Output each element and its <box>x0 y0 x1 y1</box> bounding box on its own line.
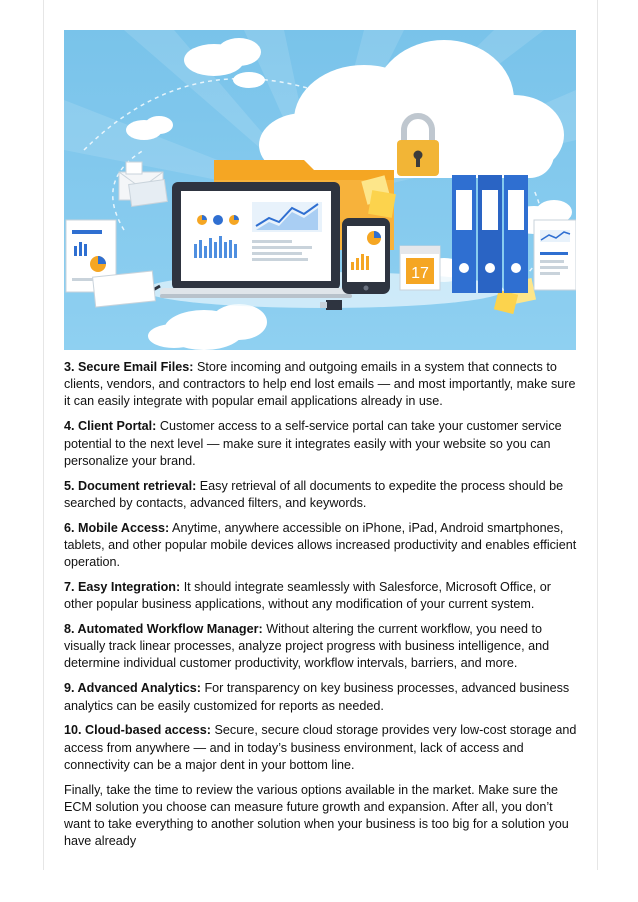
feature-item <box>64 359 580 411</box>
feature-item <box>64 418 580 470</box>
feature-item <box>64 621 580 673</box>
feature-description: Secure, secure cloud storage provides very low-cost storage and access from anywhere — and in today’s business environment, lack of access and connectivity can be a major dent in your bottom line. <box>64 723 577 772</box>
cloud-storage-illustration <box>64 30 576 350</box>
feature-item <box>64 680 580 714</box>
report-documents-right <box>534 220 576 290</box>
feature-description: Without altering the current workflow, you need to visually track linear processes, analyze project progress with business intelligence, and determine individual customer productivity, workflow intervals, barriers, and more. <box>64 622 550 671</box>
feature-title: 8. Automated Workflow Manager: <box>64 622 263 637</box>
laptop-icon <box>160 182 352 298</box>
feature-description: Store incoming and outgoing emails in a system that connects to clients, vendors, and contractors to help end lost emails — and most importantly, make sure it can easily integrate with popular email applications already in use. <box>64 360 576 409</box>
feature-title: 10. Cloud-based access: <box>64 723 211 738</box>
feature-title: 4. Client Portal: <box>64 419 157 434</box>
feature-item <box>64 722 580 774</box>
binders-icon <box>452 175 528 293</box>
feature-title: 9. Advanced Analytics: <box>64 681 201 696</box>
closing-paragraph: Finally, take the time to review the various options available in the market. Make sure the ECM solution you choose can measure future growth and expansion. After all, you don’t want to take everything to another solution when your business is too big for a solution you have already <box>64 782 569 849</box>
feature-item <box>64 478 580 512</box>
feature-title: 7. Easy Integration: <box>64 579 181 594</box>
calendar-icon <box>400 246 440 290</box>
feature-title: 6. Mobile Access: <box>64 520 170 535</box>
feature-item <box>64 520 580 572</box>
feature-description: Easy retrieval of all documents to expedite the process should be searched by contacts, advanced filters, and keywords. <box>64 478 564 510</box>
feature-description: Anytime, anywhere accessible on iPhone, iPad, Android smartphones, tablets, and other popular mobile devices allows increased productivity and enables efficient operation. <box>64 520 577 570</box>
article-body <box>64 359 580 858</box>
smartphone-icon <box>342 218 390 294</box>
feature-description: It should integrate seamlessly with Salesforce, Microsoft Office, or other popular business applications, without any modification of your current system. <box>64 579 551 612</box>
feature-title: 5. Document retrieval: <box>64 478 197 493</box>
feature-description: Customer access to a self-service portal can take your customer service potential to the next level — make sure it integrates easily with your website so you can personalize your brand. <box>64 419 562 468</box>
feature-item <box>64 579 580 613</box>
calendar-day: 17 <box>411 265 429 282</box>
feature-description: For transparency on key business processes, advanced business analytics can be easily customized for reports as needed. <box>64 681 570 713</box>
feature-title: 3. Secure Email Files: <box>64 360 194 374</box>
